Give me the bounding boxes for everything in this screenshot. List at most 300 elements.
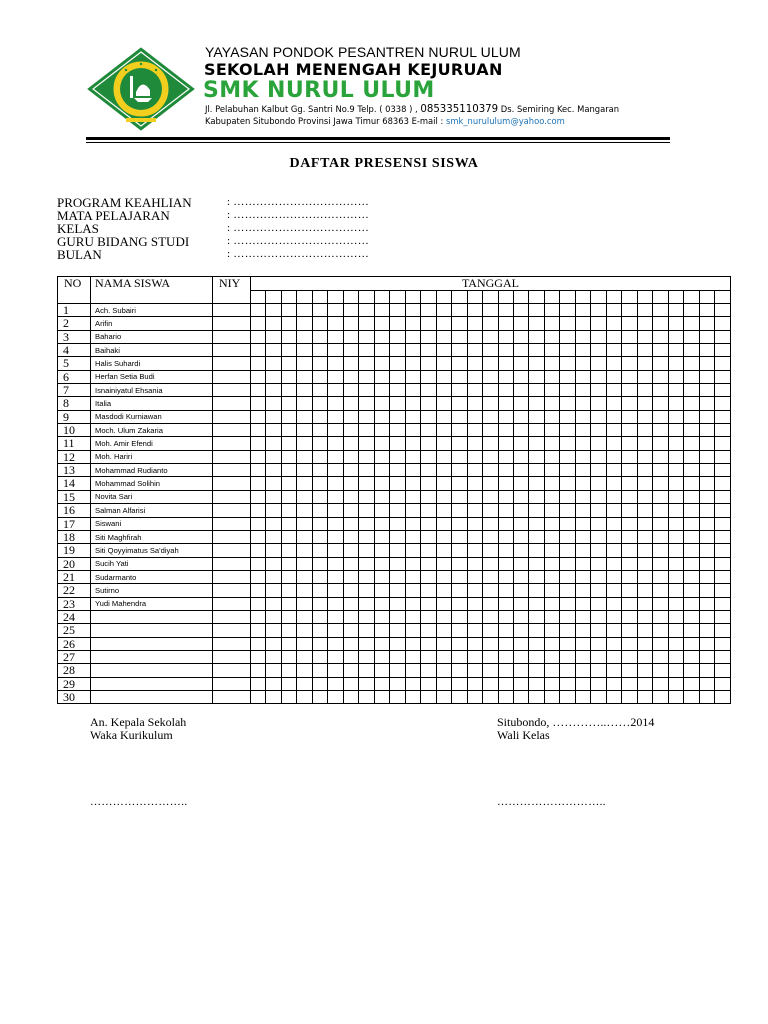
attendance-cell[interactable] bbox=[467, 650, 482, 663]
attendance-cell[interactable] bbox=[328, 477, 343, 490]
attendance-cell[interactable] bbox=[513, 650, 528, 663]
attendance-cell[interactable] bbox=[266, 637, 281, 650]
date-header-cell[interactable] bbox=[715, 291, 731, 304]
attendance-cell[interactable] bbox=[483, 490, 498, 503]
attendance-cell[interactable] bbox=[343, 584, 358, 597]
attendance-cell[interactable] bbox=[575, 690, 590, 703]
attendance-cell[interactable] bbox=[343, 597, 358, 610]
attendance-cell[interactable] bbox=[699, 610, 714, 623]
attendance-cell[interactable] bbox=[498, 304, 513, 317]
attendance-cell[interactable] bbox=[374, 664, 389, 677]
attendance-cell[interactable] bbox=[513, 330, 528, 343]
attendance-cell[interactable] bbox=[343, 357, 358, 370]
attendance-cell[interactable] bbox=[436, 517, 451, 530]
attendance-cell[interactable] bbox=[421, 490, 436, 503]
attendance-cell[interactable] bbox=[560, 530, 575, 543]
niy-cell[interactable] bbox=[213, 464, 251, 477]
attendance-cell[interactable] bbox=[483, 397, 498, 410]
attendance-cell[interactable] bbox=[359, 637, 374, 650]
attendance-cell[interactable] bbox=[699, 624, 714, 637]
niy-cell[interactable] bbox=[213, 610, 251, 623]
attendance-cell[interactable] bbox=[266, 597, 281, 610]
attendance-cell[interactable] bbox=[421, 677, 436, 690]
attendance-cell[interactable] bbox=[591, 317, 606, 330]
attendance-cell[interactable] bbox=[452, 677, 467, 690]
attendance-cell[interactable] bbox=[359, 504, 374, 517]
attendance-cell[interactable] bbox=[297, 584, 312, 597]
attendance-cell[interactable] bbox=[452, 370, 467, 383]
niy-cell[interactable] bbox=[213, 677, 251, 690]
attendance-cell[interactable] bbox=[483, 384, 498, 397]
attendance-cell[interactable] bbox=[637, 490, 652, 503]
attendance-cell[interactable] bbox=[591, 344, 606, 357]
attendance-cell[interactable] bbox=[421, 477, 436, 490]
attendance-cell[interactable] bbox=[498, 490, 513, 503]
attendance-cell[interactable] bbox=[575, 344, 590, 357]
attendance-cell[interactable] bbox=[544, 530, 559, 543]
attendance-cell[interactable] bbox=[374, 437, 389, 450]
attendance-cell[interactable] bbox=[266, 544, 281, 557]
attendance-cell[interactable] bbox=[544, 317, 559, 330]
attendance-cell[interactable] bbox=[374, 330, 389, 343]
date-header-cell[interactable] bbox=[653, 291, 668, 304]
attendance-cell[interactable] bbox=[498, 570, 513, 583]
attendance-cell[interactable] bbox=[591, 517, 606, 530]
attendance-cell[interactable] bbox=[328, 464, 343, 477]
attendance-cell[interactable] bbox=[637, 370, 652, 383]
attendance-cell[interactable] bbox=[390, 650, 405, 663]
attendance-cell[interactable] bbox=[668, 504, 683, 517]
attendance-cell[interactable] bbox=[498, 624, 513, 637]
attendance-cell[interactable] bbox=[328, 650, 343, 663]
attendance-cell[interactable] bbox=[668, 637, 683, 650]
attendance-cell[interactable] bbox=[436, 690, 451, 703]
attendance-cell[interactable] bbox=[715, 490, 731, 503]
attendance-cell[interactable] bbox=[421, 344, 436, 357]
attendance-cell[interactable] bbox=[343, 650, 358, 663]
attendance-cell[interactable] bbox=[606, 330, 621, 343]
attendance-cell[interactable] bbox=[560, 637, 575, 650]
attendance-cell[interactable] bbox=[266, 690, 281, 703]
attendance-cell[interactable] bbox=[467, 304, 482, 317]
attendance-cell[interactable] bbox=[359, 317, 374, 330]
attendance-cell[interactable] bbox=[251, 370, 266, 383]
attendance-cell[interactable] bbox=[668, 490, 683, 503]
attendance-cell[interactable] bbox=[513, 424, 528, 437]
niy-cell[interactable] bbox=[213, 570, 251, 583]
attendance-cell[interactable] bbox=[452, 330, 467, 343]
attendance-cell[interactable] bbox=[483, 450, 498, 463]
attendance-cell[interactable] bbox=[653, 397, 668, 410]
attendance-cell[interactable] bbox=[266, 650, 281, 663]
attendance-cell[interactable] bbox=[637, 624, 652, 637]
attendance-cell[interactable] bbox=[575, 424, 590, 437]
attendance-cell[interactable] bbox=[513, 357, 528, 370]
attendance-cell[interactable] bbox=[699, 677, 714, 690]
attendance-cell[interactable] bbox=[374, 344, 389, 357]
attendance-cell[interactable] bbox=[668, 624, 683, 637]
attendance-cell[interactable] bbox=[544, 570, 559, 583]
attendance-cell[interactable] bbox=[575, 450, 590, 463]
attendance-cell[interactable] bbox=[715, 530, 731, 543]
attendance-cell[interactable] bbox=[715, 677, 731, 690]
attendance-cell[interactable] bbox=[684, 437, 699, 450]
attendance-cell[interactable] bbox=[668, 344, 683, 357]
attendance-cell[interactable] bbox=[699, 597, 714, 610]
attendance-cell[interactable] bbox=[560, 570, 575, 583]
attendance-cell[interactable] bbox=[606, 304, 621, 317]
attendance-cell[interactable] bbox=[436, 450, 451, 463]
attendance-cell[interactable] bbox=[606, 544, 621, 557]
attendance-cell[interactable] bbox=[328, 677, 343, 690]
attendance-cell[interactable] bbox=[637, 464, 652, 477]
attendance-cell[interactable] bbox=[715, 344, 731, 357]
attendance-cell[interactable] bbox=[715, 610, 731, 623]
attendance-cell[interactable] bbox=[390, 584, 405, 597]
attendance-cell[interactable] bbox=[390, 490, 405, 503]
attendance-cell[interactable] bbox=[498, 650, 513, 663]
attendance-cell[interactable] bbox=[328, 357, 343, 370]
niy-cell[interactable] bbox=[213, 597, 251, 610]
date-header-cell[interactable] bbox=[297, 291, 312, 304]
attendance-cell[interactable] bbox=[668, 330, 683, 343]
attendance-cell[interactable] bbox=[684, 610, 699, 623]
attendance-cell[interactable] bbox=[575, 397, 590, 410]
attendance-cell[interactable] bbox=[297, 397, 312, 410]
attendance-cell[interactable] bbox=[483, 664, 498, 677]
attendance-cell[interactable] bbox=[405, 637, 420, 650]
niy-cell[interactable] bbox=[213, 637, 251, 650]
attendance-cell[interactable] bbox=[544, 304, 559, 317]
date-header-cell[interactable] bbox=[606, 291, 621, 304]
attendance-cell[interactable] bbox=[436, 330, 451, 343]
attendance-cell[interactable] bbox=[513, 544, 528, 557]
niy-cell[interactable] bbox=[213, 304, 251, 317]
attendance-cell[interactable] bbox=[560, 664, 575, 677]
attendance-cell[interactable] bbox=[513, 637, 528, 650]
attendance-cell[interactable] bbox=[513, 317, 528, 330]
attendance-cell[interactable] bbox=[637, 330, 652, 343]
attendance-cell[interactable] bbox=[251, 317, 266, 330]
attendance-cell[interactable] bbox=[374, 370, 389, 383]
attendance-cell[interactable] bbox=[606, 570, 621, 583]
attendance-cell[interactable] bbox=[622, 610, 637, 623]
attendance-cell[interactable] bbox=[374, 584, 389, 597]
attendance-cell[interactable] bbox=[513, 517, 528, 530]
attendance-cell[interactable] bbox=[622, 477, 637, 490]
attendance-cell[interactable] bbox=[390, 464, 405, 477]
attendance-cell[interactable] bbox=[405, 410, 420, 423]
attendance-cell[interactable] bbox=[328, 517, 343, 530]
attendance-cell[interactable] bbox=[281, 437, 296, 450]
attendance-cell[interactable] bbox=[483, 344, 498, 357]
attendance-cell[interactable] bbox=[251, 304, 266, 317]
attendance-cell[interactable] bbox=[328, 637, 343, 650]
attendance-cell[interactable] bbox=[684, 384, 699, 397]
attendance-cell[interactable] bbox=[622, 370, 637, 383]
attendance-cell[interactable] bbox=[281, 504, 296, 517]
date-header-cell[interactable] bbox=[529, 291, 544, 304]
attendance-cell[interactable] bbox=[560, 650, 575, 663]
attendance-cell[interactable] bbox=[529, 437, 544, 450]
attendance-cell[interactable] bbox=[606, 557, 621, 570]
attendance-cell[interactable] bbox=[452, 530, 467, 543]
attendance-cell[interactable] bbox=[544, 584, 559, 597]
attendance-cell[interactable] bbox=[405, 477, 420, 490]
attendance-cell[interactable] bbox=[312, 517, 327, 530]
attendance-cell[interactable] bbox=[653, 624, 668, 637]
attendance-cell[interactable] bbox=[529, 650, 544, 663]
attendance-cell[interactable] bbox=[653, 517, 668, 530]
attendance-cell[interactable] bbox=[405, 624, 420, 637]
date-header-cell[interactable] bbox=[699, 291, 714, 304]
attendance-cell[interactable] bbox=[684, 450, 699, 463]
attendance-cell[interactable] bbox=[591, 557, 606, 570]
attendance-cell[interactable] bbox=[591, 304, 606, 317]
attendance-cell[interactable] bbox=[653, 357, 668, 370]
attendance-cell[interactable] bbox=[591, 544, 606, 557]
attendance-cell[interactable] bbox=[591, 384, 606, 397]
attendance-cell[interactable] bbox=[359, 450, 374, 463]
attendance-cell[interactable] bbox=[281, 344, 296, 357]
attendance-cell[interactable] bbox=[529, 557, 544, 570]
attendance-cell[interactable] bbox=[529, 304, 544, 317]
attendance-cell[interactable] bbox=[266, 437, 281, 450]
attendance-cell[interactable] bbox=[653, 464, 668, 477]
attendance-cell[interactable] bbox=[251, 464, 266, 477]
attendance-cell[interactable] bbox=[668, 437, 683, 450]
attendance-cell[interactable] bbox=[421, 517, 436, 530]
attendance-cell[interactable] bbox=[529, 424, 544, 437]
attendance-cell[interactable] bbox=[637, 650, 652, 663]
attendance-cell[interactable] bbox=[699, 637, 714, 650]
attendance-cell[interactable] bbox=[452, 304, 467, 317]
attendance-cell[interactable] bbox=[483, 317, 498, 330]
date-header-cell[interactable] bbox=[498, 291, 513, 304]
attendance-cell[interactable] bbox=[513, 504, 528, 517]
attendance-cell[interactable] bbox=[297, 424, 312, 437]
attendance-cell[interactable] bbox=[374, 690, 389, 703]
attendance-cell[interactable] bbox=[452, 610, 467, 623]
attendance-cell[interactable] bbox=[715, 410, 731, 423]
attendance-cell[interactable] bbox=[266, 504, 281, 517]
attendance-cell[interactable] bbox=[637, 584, 652, 597]
attendance-cell[interactable] bbox=[374, 610, 389, 623]
attendance-cell[interactable] bbox=[498, 344, 513, 357]
attendance-cell[interactable] bbox=[699, 464, 714, 477]
attendance-cell[interactable] bbox=[684, 370, 699, 383]
attendance-cell[interactable] bbox=[405, 664, 420, 677]
attendance-cell[interactable] bbox=[436, 317, 451, 330]
attendance-cell[interactable] bbox=[560, 504, 575, 517]
attendance-cell[interactable] bbox=[653, 304, 668, 317]
attendance-cell[interactable] bbox=[544, 330, 559, 343]
attendance-cell[interactable] bbox=[591, 464, 606, 477]
attendance-cell[interactable] bbox=[343, 344, 358, 357]
attendance-cell[interactable] bbox=[715, 570, 731, 583]
attendance-cell[interactable] bbox=[653, 450, 668, 463]
attendance-cell[interactable] bbox=[452, 344, 467, 357]
attendance-cell[interactable] bbox=[668, 650, 683, 663]
attendance-cell[interactable] bbox=[297, 490, 312, 503]
attendance-cell[interactable] bbox=[684, 544, 699, 557]
attendance-cell[interactable] bbox=[436, 677, 451, 690]
attendance-cell[interactable] bbox=[421, 557, 436, 570]
attendance-cell[interactable] bbox=[637, 357, 652, 370]
attendance-cell[interactable] bbox=[281, 690, 296, 703]
attendance-cell[interactable] bbox=[529, 317, 544, 330]
attendance-cell[interactable] bbox=[529, 490, 544, 503]
attendance-cell[interactable] bbox=[281, 677, 296, 690]
attendance-cell[interactable] bbox=[328, 624, 343, 637]
attendance-cell[interactable] bbox=[343, 330, 358, 343]
niy-cell[interactable] bbox=[213, 384, 251, 397]
attendance-cell[interactable] bbox=[266, 677, 281, 690]
attendance-cell[interactable] bbox=[452, 477, 467, 490]
attendance-cell[interactable] bbox=[699, 490, 714, 503]
attendance-cell[interactable] bbox=[699, 570, 714, 583]
attendance-cell[interactable] bbox=[374, 504, 389, 517]
attendance-cell[interactable] bbox=[560, 597, 575, 610]
attendance-cell[interactable] bbox=[575, 650, 590, 663]
attendance-cell[interactable] bbox=[637, 570, 652, 583]
attendance-cell[interactable] bbox=[591, 690, 606, 703]
attendance-cell[interactable] bbox=[390, 690, 405, 703]
attendance-cell[interactable] bbox=[544, 384, 559, 397]
attendance-cell[interactable] bbox=[637, 304, 652, 317]
attendance-cell[interactable] bbox=[560, 304, 575, 317]
attendance-cell[interactable] bbox=[436, 557, 451, 570]
attendance-cell[interactable] bbox=[684, 530, 699, 543]
attendance-cell[interactable] bbox=[544, 650, 559, 663]
attendance-cell[interactable] bbox=[436, 490, 451, 503]
attendance-cell[interactable] bbox=[436, 397, 451, 410]
attendance-cell[interactable] bbox=[668, 544, 683, 557]
attendance-cell[interactable] bbox=[405, 464, 420, 477]
attendance-cell[interactable] bbox=[606, 317, 621, 330]
attendance-cell[interactable] bbox=[498, 370, 513, 383]
attendance-cell[interactable] bbox=[684, 517, 699, 530]
attendance-cell[interactable] bbox=[343, 530, 358, 543]
attendance-cell[interactable] bbox=[359, 544, 374, 557]
attendance-cell[interactable] bbox=[421, 650, 436, 663]
attendance-cell[interactable] bbox=[591, 477, 606, 490]
attendance-cell[interactable] bbox=[544, 424, 559, 437]
attendance-cell[interactable] bbox=[684, 557, 699, 570]
attendance-cell[interactable] bbox=[312, 637, 327, 650]
attendance-cell[interactable] bbox=[452, 624, 467, 637]
attendance-cell[interactable] bbox=[622, 650, 637, 663]
attendance-cell[interactable] bbox=[390, 677, 405, 690]
niy-cell[interactable] bbox=[213, 397, 251, 410]
attendance-cell[interactable] bbox=[312, 650, 327, 663]
attendance-cell[interactable] bbox=[653, 664, 668, 677]
attendance-cell[interactable] bbox=[251, 584, 266, 597]
attendance-cell[interactable] bbox=[668, 370, 683, 383]
attendance-cell[interactable] bbox=[529, 610, 544, 623]
attendance-cell[interactable] bbox=[436, 437, 451, 450]
attendance-cell[interactable] bbox=[359, 464, 374, 477]
attendance-cell[interactable] bbox=[343, 437, 358, 450]
attendance-cell[interactable] bbox=[297, 677, 312, 690]
attendance-cell[interactable] bbox=[529, 450, 544, 463]
attendance-cell[interactable] bbox=[622, 504, 637, 517]
attendance-cell[interactable] bbox=[343, 464, 358, 477]
attendance-cell[interactable] bbox=[498, 384, 513, 397]
attendance-cell[interactable] bbox=[575, 544, 590, 557]
attendance-cell[interactable] bbox=[575, 530, 590, 543]
attendance-cell[interactable] bbox=[483, 624, 498, 637]
attendance-cell[interactable] bbox=[591, 597, 606, 610]
attendance-cell[interactable] bbox=[390, 597, 405, 610]
attendance-cell[interactable] bbox=[374, 544, 389, 557]
attendance-cell[interactable] bbox=[575, 317, 590, 330]
attendance-cell[interactable] bbox=[575, 304, 590, 317]
attendance-cell[interactable] bbox=[405, 424, 420, 437]
attendance-cell[interactable] bbox=[312, 544, 327, 557]
attendance-cell[interactable] bbox=[328, 424, 343, 437]
attendance-cell[interactable] bbox=[452, 637, 467, 650]
attendance-cell[interactable] bbox=[452, 570, 467, 583]
attendance-cell[interactable] bbox=[575, 517, 590, 530]
attendance-cell[interactable] bbox=[513, 304, 528, 317]
attendance-cell[interactable] bbox=[343, 690, 358, 703]
attendance-cell[interactable] bbox=[251, 637, 266, 650]
attendance-cell[interactable] bbox=[498, 557, 513, 570]
attendance-cell[interactable] bbox=[483, 584, 498, 597]
attendance-cell[interactable] bbox=[312, 357, 327, 370]
attendance-cell[interactable] bbox=[622, 330, 637, 343]
attendance-cell[interactable] bbox=[560, 490, 575, 503]
attendance-cell[interactable] bbox=[637, 557, 652, 570]
attendance-cell[interactable] bbox=[498, 410, 513, 423]
attendance-cell[interactable] bbox=[328, 610, 343, 623]
attendance-cell[interactable] bbox=[483, 530, 498, 543]
attendance-cell[interactable] bbox=[483, 437, 498, 450]
date-header-cell[interactable] bbox=[513, 291, 528, 304]
attendance-cell[interactable] bbox=[343, 397, 358, 410]
attendance-cell[interactable] bbox=[467, 624, 482, 637]
date-header-cell[interactable] bbox=[684, 291, 699, 304]
attendance-cell[interactable] bbox=[715, 464, 731, 477]
attendance-cell[interactable] bbox=[297, 570, 312, 583]
attendance-cell[interactable] bbox=[452, 517, 467, 530]
attendance-cell[interactable] bbox=[467, 384, 482, 397]
attendance-cell[interactable] bbox=[544, 464, 559, 477]
attendance-cell[interactable] bbox=[421, 357, 436, 370]
attendance-cell[interactable] bbox=[297, 464, 312, 477]
attendance-cell[interactable] bbox=[281, 650, 296, 663]
attendance-cell[interactable] bbox=[715, 544, 731, 557]
attendance-cell[interactable] bbox=[715, 397, 731, 410]
attendance-cell[interactable] bbox=[544, 690, 559, 703]
attendance-cell[interactable] bbox=[297, 437, 312, 450]
attendance-cell[interactable] bbox=[606, 357, 621, 370]
attendance-cell[interactable] bbox=[544, 490, 559, 503]
attendance-cell[interactable] bbox=[297, 664, 312, 677]
attendance-cell[interactable] bbox=[436, 410, 451, 423]
attendance-cell[interactable] bbox=[251, 650, 266, 663]
attendance-cell[interactable] bbox=[498, 637, 513, 650]
attendance-cell[interactable] bbox=[467, 370, 482, 383]
attendance-cell[interactable] bbox=[436, 637, 451, 650]
attendance-cell[interactable] bbox=[606, 637, 621, 650]
attendance-cell[interactable] bbox=[452, 397, 467, 410]
attendance-cell[interactable] bbox=[343, 664, 358, 677]
attendance-cell[interactable] bbox=[281, 370, 296, 383]
attendance-cell[interactable] bbox=[266, 624, 281, 637]
attendance-cell[interactable] bbox=[637, 397, 652, 410]
